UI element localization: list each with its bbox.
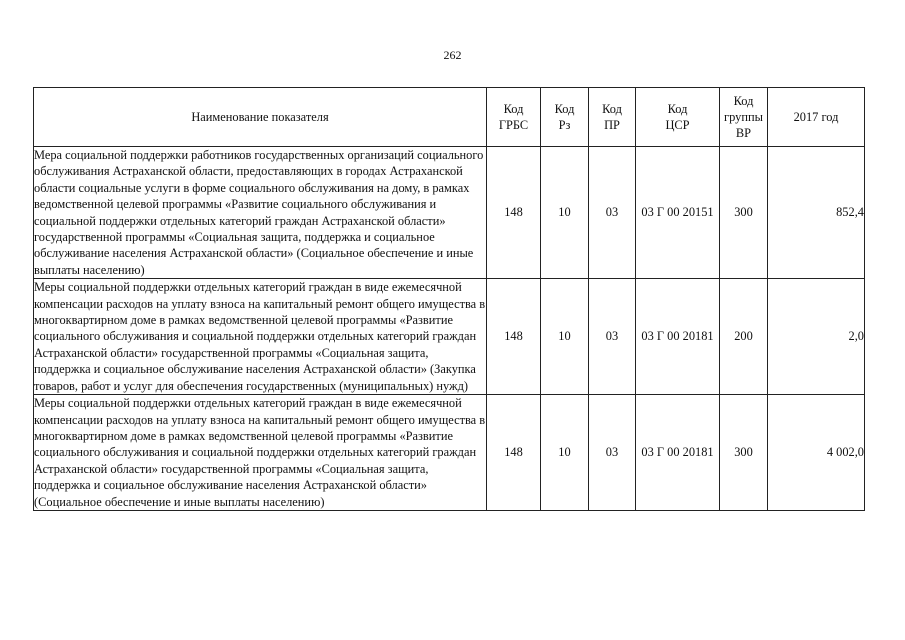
row-name: Меры социальной поддержки отдельных категорий граждан в виде ежемесячной компенсации расходов на уплату взноса на капитальный ремонт общего имущества в многоквартирном доме в рамках ведомственной целевой программы «Развитие социального обслуживания и социальной поддержки отдельных категорий граждан Астраханской области» государственной программы «Социальная защита, поддержка и социальное обслуживание населения Астраханской области» (Закупка товаров, работ и услуг для обеспечения государственных (муниципальных) нужд) bbox=[34, 280, 486, 393]
row-rz: 10 bbox=[541, 395, 589, 511]
header-grbs: Код ГРБС bbox=[487, 88, 541, 147]
row-pr: 03 bbox=[589, 395, 636, 511]
table-header-row bbox=[34, 88, 865, 147]
page-number: 262 bbox=[443, 48, 462, 62]
header-name: Наименование показателя bbox=[34, 88, 487, 147]
row-grbs: 148 bbox=[487, 147, 541, 279]
row-amount: 2,0 bbox=[768, 279, 865, 395]
row-vr: 300 bbox=[720, 147, 768, 279]
row-amount: 852,4 bbox=[768, 147, 865, 279]
table-row bbox=[34, 147, 865, 279]
header-csr: Код ЦСР bbox=[636, 88, 720, 147]
header-year: 2017 год bbox=[768, 88, 865, 147]
row-pr: 03 bbox=[589, 279, 636, 395]
row-rz: 10 bbox=[541, 147, 589, 279]
row-amount: 4 002,0 bbox=[768, 395, 865, 511]
row-csr: 03 Г 00 20151 bbox=[636, 147, 720, 279]
row-grbs: 148 bbox=[487, 279, 541, 395]
row-csr: 03 Г 00 20181 bbox=[636, 395, 720, 511]
table-row bbox=[34, 279, 865, 395]
row-name: Мера социальной поддержки работников государственных организаций социального обслуживания Астраханской области, предоставляющих в городах Астраханской области социальные услуги в форме социального обслуживания на дому, в рамках ведомственной целевой программы «Развитие социального обслуживания и социальной поддержки отдельных категорий граждан Астраханской области» государственной программы «Социальная защита, поддержка и социальное обслуживание населения Астраханской области» (Социальное обеспечение и иные выплаты населению) bbox=[34, 147, 487, 279]
header-rz: Код Рз bbox=[541, 88, 589, 147]
row-pr: 03 bbox=[589, 147, 636, 279]
budget-table bbox=[33, 87, 865, 511]
row-rz: 10 bbox=[541, 279, 589, 395]
header-vr: Код группы ВР bbox=[720, 88, 768, 147]
header-pr: Код ПР bbox=[589, 88, 636, 147]
row-grbs: 148 bbox=[487, 395, 541, 511]
row-vr: 300 bbox=[720, 395, 768, 511]
row-vr: 200 bbox=[720, 279, 768, 395]
table-row bbox=[34, 395, 865, 511]
row-csr: 03 Г 00 20181 bbox=[636, 279, 720, 395]
row-name: Меры социальной поддержки отдельных категорий граждан в виде ежемесячной компенсации расходов на уплату взноса на капитальный ремонт общего имущества в многоквартирном доме в рамках ведомственной целевой программы «Развитие социального обслуживания и социальной поддержки отдельных категорий граждан Астраханской области» государственной программы «Социальная защита, поддержка и социальное обслуживание населения Астраханской области» (Социальное обеспечение и иные выплаты населению) bbox=[34, 396, 486, 509]
